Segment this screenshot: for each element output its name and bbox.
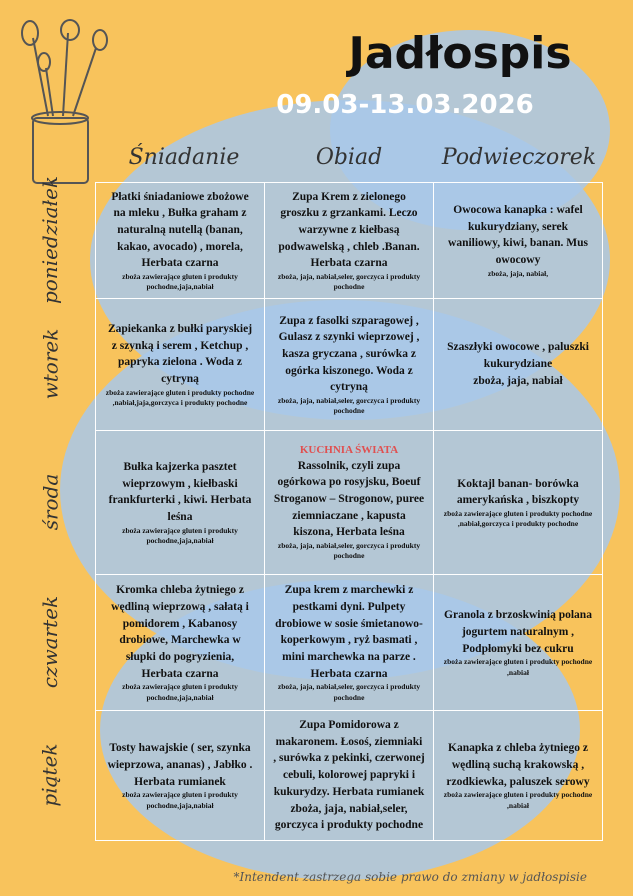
date-range: 09.03-13.03.2026 — [276, 90, 534, 120]
allergens-text: zboża zawierające gluten i produkty pochodne,jaja,nabiał — [122, 525, 238, 545]
allergens-text: zboża zawierające gluten i produkty pochodne ,nabiał — [443, 790, 593, 810]
menu-cell — [265, 299, 434, 431]
dish-text: Tosty hawajskie ( ser, szynka wieprzowa, ananas) , Jabłko . Herbata rumianek — [107, 742, 253, 788]
allergens-text: zboża zawierające gluten i produkty pochodne,jaja,nabiał — [122, 682, 238, 702]
dish-text: Rassolnik, czyli zupa ogórkowa po rosyjsku, Boeuf Stroganow – Strogonow, puree ziemniaczane , kapusta kiszona, Herbata leśna — [273, 459, 425, 539]
day-label-monday: poniedziałek — [38, 175, 62, 305]
allergens-text: zboża zawierające gluten i produkty pochodne,jaja,nabiał — [122, 790, 238, 810]
dish-text: Koktajl banan- borówka amerykańska , biszkopty — [456, 477, 580, 507]
dish-text: Kromka chleba żytniego z wędliną wieprzową , sałatą i pomidorem , Kabanosy drobiowe, Marchewka w słupki do pogryzienia, Herbata czarna — [111, 584, 249, 680]
menu-cell — [96, 299, 265, 431]
menu-cell — [96, 431, 265, 575]
allergens-text: zboża zawierające gluten i produkty pochodne ,nabiał,jaja,gorczyca i produkty pochodne — [105, 387, 255, 407]
menu-cell — [265, 431, 434, 575]
menu-cell — [265, 711, 434, 841]
column-header-snack: Podwieczorek — [441, 145, 597, 170]
menu-cell — [96, 575, 265, 711]
allergens-text: zboża, jaja, nabiał,seler, gorczyca i produkty pochodne — [277, 541, 421, 561]
table-row — [96, 183, 603, 299]
dish-text: Szaszłyki owocowe , paluszki kukurydziane — [447, 341, 589, 371]
menu-cell — [96, 183, 265, 299]
menu-cell — [434, 431, 603, 575]
allergens-text: zboża, jaja, nabiał,seler, gorczyca i produkty pochodne — [274, 802, 424, 832]
menu-cell — [434, 711, 603, 841]
menu-cell — [265, 575, 434, 711]
day-label-thursday: czwartek — [38, 595, 62, 689]
column-header-breakfast: Śniadanie — [128, 145, 240, 170]
allergens-text: zboża, jaja, nabiał,seler, gorczyca i produkty pochodne — [277, 682, 421, 702]
allergens-text: zboża zawierające gluten i produkty pochodne ,nabiał — [443, 657, 593, 677]
menu-cell — [96, 711, 265, 841]
dish-text: Kanapka z chleba żytniego z wędliną suchą krakowską , rzodkiewka, paluszek serowy — [446, 742, 590, 788]
menu-cell — [434, 575, 603, 711]
menu-cell — [434, 183, 603, 299]
column-header-lunch: Obiad — [315, 145, 383, 170]
dish-text: Zupa z fasolki szparagowej , Gulasz z szynki wieprzowej , kasza gryczana , surówka z ogórka kiszonego. Woda z cytryną — [278, 314, 420, 394]
page-title: Jadłospis — [348, 28, 572, 79]
allergens-text: zboża zawierające gluten i produkty pochodne ,nabiał,gorczyca i produkty pochodne — [443, 509, 593, 529]
dish-text: Owocowa kanapka : wafel kukurydziany, serek waniliowy, kiwi, banan. Mus owocowy — [448, 204, 588, 267]
dish-text: Granola z brzoskwinią polana jogurtem naturalnym , Podpłomyki bez cukru — [444, 609, 592, 655]
special-badge: KUCHNIA ŚWIATA — [299, 443, 399, 456]
allergens-text: zboża, jaja, nabiał, — [487, 268, 549, 278]
table-row — [96, 299, 603, 431]
allergens-text: zboża, jaja, nabiał,seler, gorczyca i produkty pochodne — [277, 396, 421, 416]
dish-text: Bułka kajzerka pasztet wieprzowym , kiełbaski frankfurterki , kiwi. Herbata leśna — [108, 461, 252, 524]
dish-text: Zupa Krem z zielonego groszku z grzankami. Leczo warzywne z kiełbasą podwawelską , chleb .Banan. Herbata czarna — [278, 190, 420, 270]
allergens-text: zboża zawierające gluten i produkty pochodne,jaja,nabiał — [122, 272, 238, 292]
menu-cell — [265, 183, 434, 299]
menu-table — [95, 182, 603, 841]
dish-text: Płatki śniadaniowe zbożowe na mleku , Bułka graham z naturalną nutellą (banan, kakao, avocado) , morela, Herbata czarna — [111, 190, 249, 270]
utensils-jar-icon — [8, 18, 118, 188]
dish-text: Zupa krem z marchewki z pestkami dyni. Pulpety drobiowe w sosie śmietanowo- koperkowym , ryż basmati , mini marchewka na parze . Herbata czarna — [275, 584, 423, 680]
table-row — [96, 711, 603, 841]
dish-text: Zapiekanka z bułki paryskiej z szynką i serem , Ketchup , papryka zielona . Woda z cytryną — [107, 323, 253, 386]
footnote: *Intendent zastrzega sobie prawo do zmiany w jadłospisie — [233, 870, 587, 884]
dish-text: Zupa Pomidorowa z makaronem. Łosoś, ziemniaki , surówka z pekinki, czerwonej cebuli, kolorowej papryki i kukurydzy. Herbata rumianek — [273, 719, 425, 798]
day-label-wednesday: środa — [38, 473, 62, 531]
day-label-tuesday: wtorek — [38, 328, 62, 400]
day-label-friday: piątek — [38, 743, 62, 807]
table-row — [96, 575, 603, 711]
allergens-text: zboża, jaja, nabiał,seler, gorczyca i produkty pochodne — [277, 272, 421, 292]
table-row — [96, 431, 603, 575]
menu-cell — [434, 299, 603, 431]
allergens-text: zboża, jaja, nabiał — [473, 374, 563, 387]
